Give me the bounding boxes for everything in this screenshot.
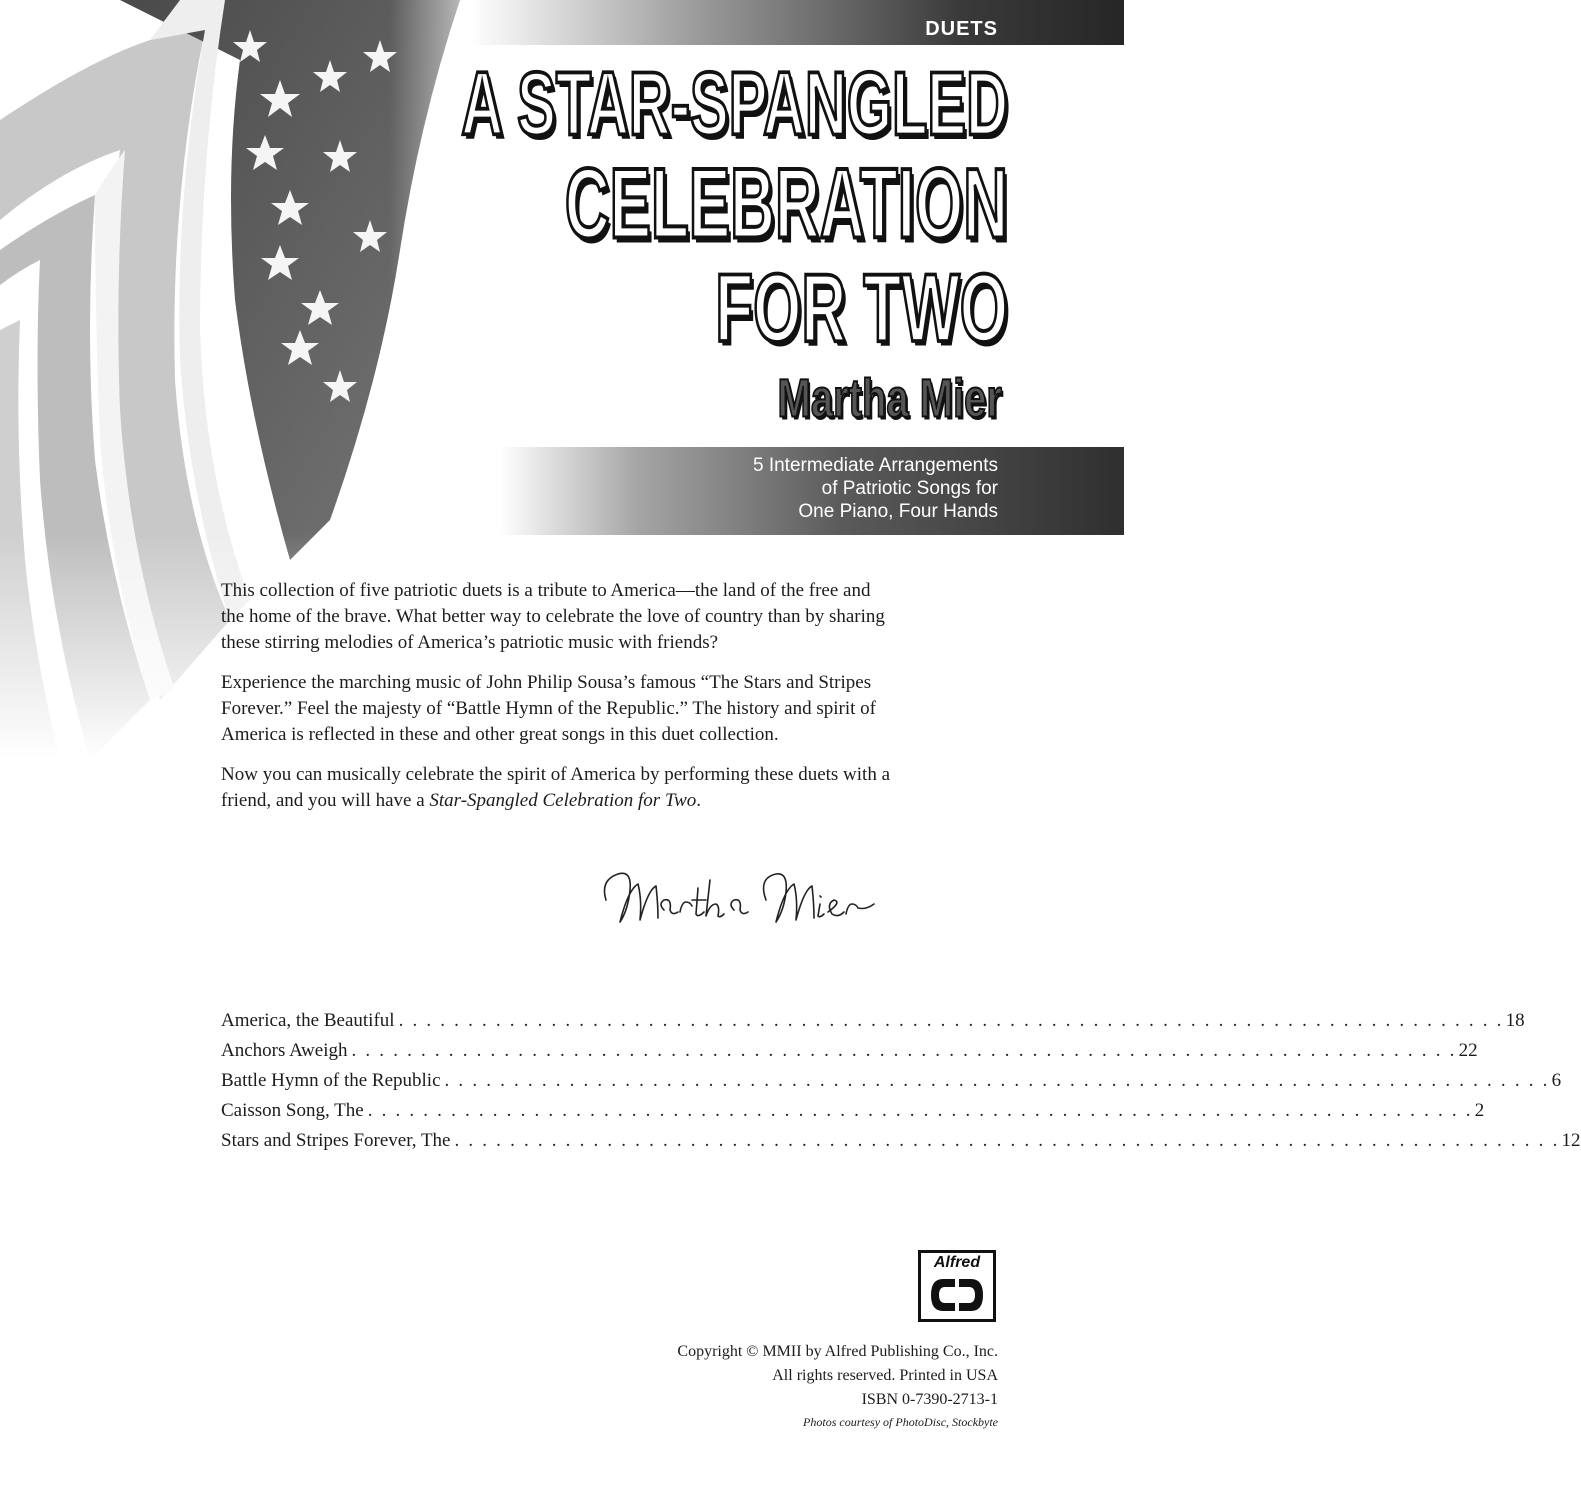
introduction xyxy=(221,578,891,828)
toc-entry xyxy=(221,1070,1562,1100)
logo-mark-icon xyxy=(927,1275,987,1315)
toc-dot-leader: . . . . . . . . . . . . . . . . . . . . . . . . . . . . . . . . . . . . . . . . . . . . . . . . . . . . . . . . . . . . . . . . . . . . . . . . . . . . . . . . xyxy=(454,1130,1560,1151)
toc-entry xyxy=(221,1010,1525,1040)
subtitle-line-1: 5 Intermediate Arrangements xyxy=(752,455,998,476)
title-line-1: A STAR-SPANGLED xyxy=(461,53,1008,155)
toc-page-number: 2 xyxy=(1474,1100,1485,1121)
toc-title: America, the Beautiful xyxy=(221,1010,395,1031)
copyright-block xyxy=(677,1340,998,1432)
toc-title: Stars and Stripes Forever, The xyxy=(221,1130,451,1151)
toc-page-number: 6 xyxy=(1551,1070,1562,1091)
toc-page-number: 22 xyxy=(1458,1040,1478,1061)
intro-paragraph-3-start: Now you can musically celebrate the spirit of America by performing these duets with a friend, and you will have a xyxy=(221,764,891,811)
rights-line: All rights reserved. Printed in USA xyxy=(772,1367,998,1384)
table-of-contents xyxy=(221,1010,1581,1160)
toc-page-number: 18 xyxy=(1505,1010,1525,1031)
toc-entry xyxy=(221,1100,1485,1130)
intro-paragraph-3 xyxy=(221,762,891,814)
author-name: Martha Mier xyxy=(777,369,1002,429)
author-signature xyxy=(598,860,878,940)
isbn-line: ISBN 0-7390-2713-1 xyxy=(861,1391,998,1408)
title-line-3: FOR TWO xyxy=(715,255,1008,363)
toc-title: Anchors Aweigh xyxy=(221,1040,348,1061)
header-bar xyxy=(470,0,1124,45)
toc-title: Battle Hymn of the Republic xyxy=(221,1070,441,1091)
toc-entry xyxy=(221,1040,1478,1070)
photo-credits: Photos courtesy of PhotoDisc, Stockbyte xyxy=(803,1415,998,1429)
alfred-logo xyxy=(918,1250,996,1322)
intro-paragraph-1: This collection of five patriotic duets is a tribute to America—the land of the free and the home of the brave. What better way to celebrate the love of country than by sharing these stirring melodies of America’s patriotic music with friends? xyxy=(221,580,885,653)
intro-paragraph-2: Experience the marching music of John Philip Sousa’s famous “The Stars and Stripes Forever.” Feel the majesty of “Battle Hymn of the Republic.” The history and spirit of America is reflected in these and other great songs in this duet collection. xyxy=(221,672,876,745)
toc-dot-leader: . . . . . . . . . . . . . . . . . . . . . . . . . . . . . . . . . . . . . . . . . . . . . . . . . . . . . . . . . . . . . . . . . . . . . . . . . . . . . . . . xyxy=(367,1100,1473,1121)
subtitle-line-2: of Patriotic Songs for xyxy=(821,478,998,499)
toc-dot-leader: . . . . . . . . . . . . . . . . . . . . . . . . . . . . . . . . . . . . . . . . . . . . . . . . . . . . . . . . . . . . . . . . . . . . . . . . . . . . . . . . xyxy=(351,1040,1457,1061)
category-label: DUETS xyxy=(925,18,998,40)
intro-paragraph-3-end: . xyxy=(696,790,702,811)
subtitle-line-3: One Piano, Four Hands xyxy=(798,501,998,522)
book-title-italic: Star-Spangled Celebration for Two xyxy=(429,790,697,811)
subtitle-bar xyxy=(500,447,1124,535)
toc-dot-leader: . . . . . . . . . . . . . . . . . . . . . . . . . . . . . . . . . . . . . . . . . . . . . . . . . . . . . . . . . . . . . . . . . . . . . . . . . . . . . . . . xyxy=(444,1070,1550,1091)
logo-text: Alfred xyxy=(933,1254,981,1271)
toc-entry xyxy=(221,1130,1581,1160)
title-line-2: CELEBRATION xyxy=(564,149,1008,260)
toc-dot-leader: . . . . . . . . . . . . . . . . . . . . . . . . . . . . . . . . . . . . . . . . . . . . . . . . . . . . . . . . . . . . . . . . . . . . . . . . . . . . . . . . xyxy=(398,1010,1504,1031)
copyright-line: Copyright © MMII by Alfred Publishing Co., Inc. xyxy=(677,1343,998,1360)
toc-title: Caisson Song, The xyxy=(221,1100,364,1121)
toc-page-number: 12 xyxy=(1561,1130,1581,1151)
